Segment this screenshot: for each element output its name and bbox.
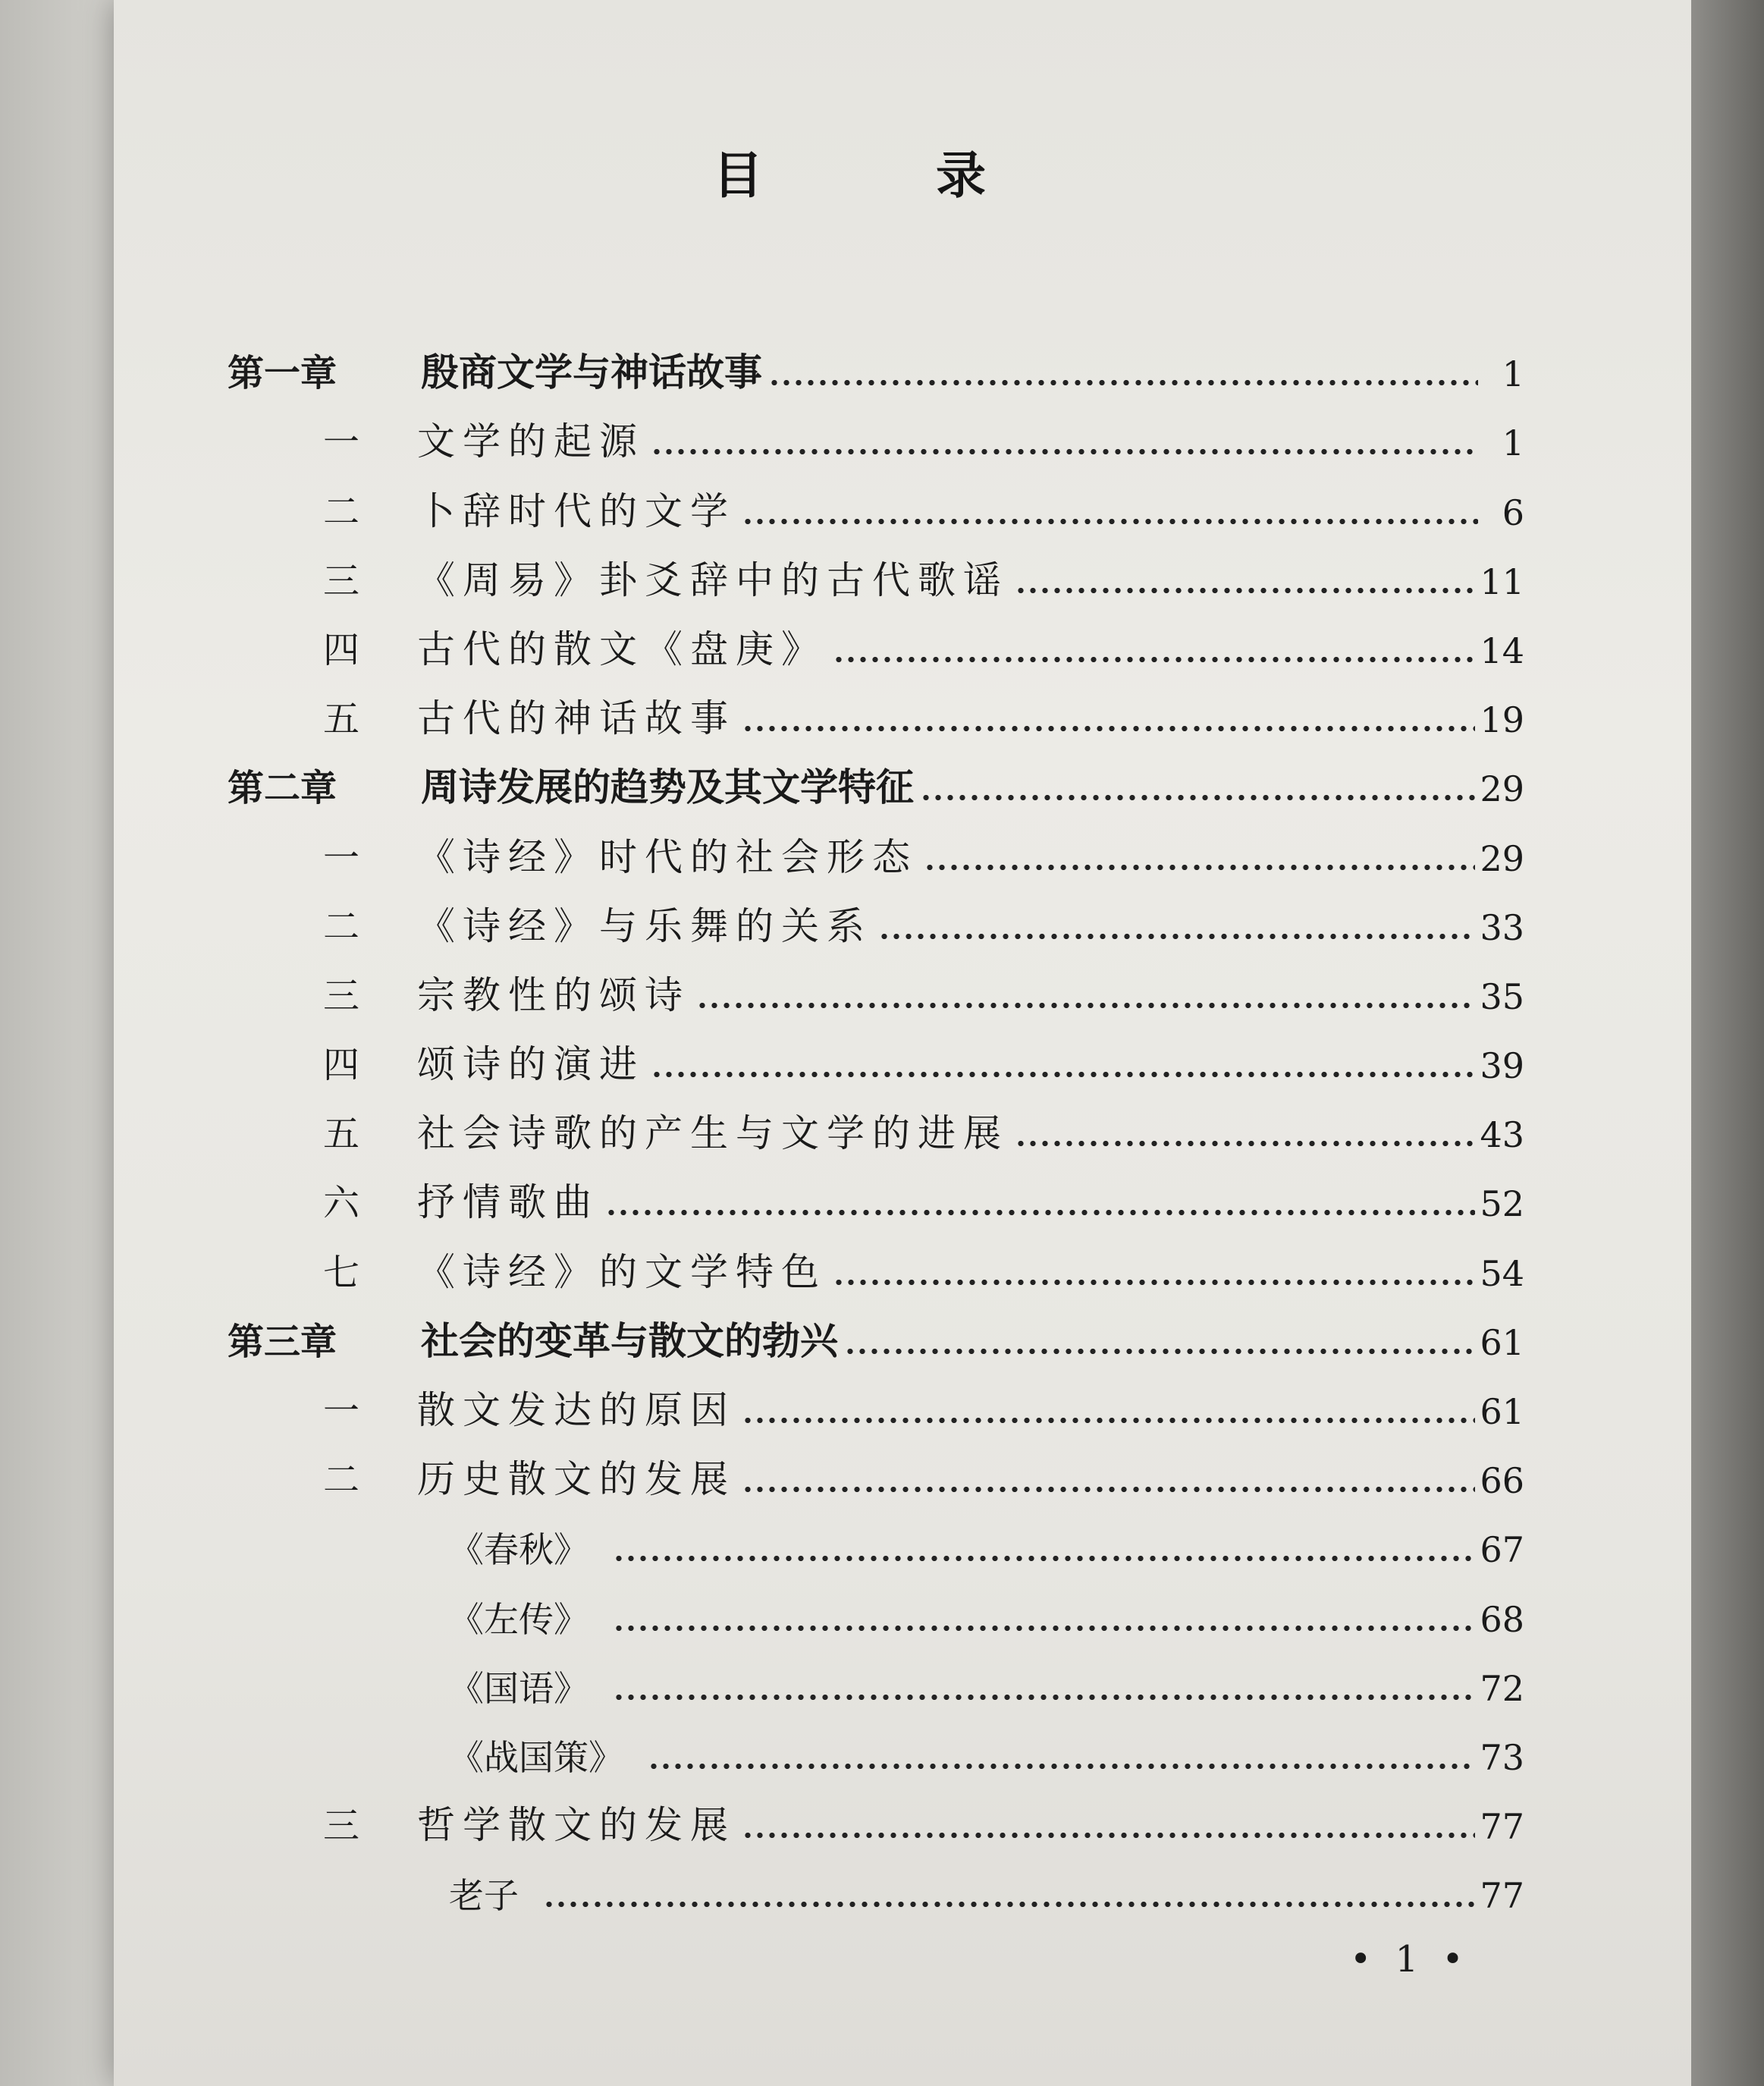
section-number: 二 (322, 490, 359, 533)
page-number: 54 (1480, 1252, 1524, 1294)
subsection-title: 《国语》 (449, 1667, 589, 1709)
page-title-right: 录 (936, 146, 986, 205)
page-number: 1 (1502, 423, 1524, 464)
dot-leader (543, 1902, 1475, 1907)
page-number: 11 (1480, 561, 1524, 602)
dot-leader (742, 519, 1478, 524)
page-number: 29 (1480, 837, 1524, 879)
page-edge-shadow (1691, 0, 1764, 2086)
section-title: 古代的散文《盘庚》 (417, 627, 827, 671)
toc-section-row (228, 460, 1524, 533)
page-number: 33 (1480, 906, 1524, 948)
chapter-label: 第三章 (228, 1320, 337, 1363)
toc-subsection-row (228, 1706, 1524, 1778)
subsection-title: 《春秋》 (449, 1529, 589, 1571)
page-number: 6 (1502, 492, 1524, 533)
dot-leader (613, 1556, 1475, 1561)
toc-subsection-row (228, 1637, 1524, 1709)
page-number: 29 (1480, 768, 1524, 810)
toc-section-row (228, 1152, 1524, 1225)
toc-section-row (228, 1775, 1524, 1848)
toc-section-row (228, 1014, 1524, 1087)
toc-section-row (228, 599, 1524, 671)
section-number: 七 (322, 1251, 359, 1294)
page-number: 35 (1480, 975, 1524, 1017)
section-title: 古代的神话故事 (417, 696, 736, 741)
dot-leader (1015, 588, 1475, 593)
page-number: 73 (1480, 1736, 1524, 1778)
subsection-title: 《左传》 (449, 1598, 589, 1640)
dot-leader (648, 1764, 1475, 1769)
dot-leader (924, 865, 1475, 870)
page-number: 67 (1480, 1529, 1524, 1571)
section-number: 五 (322, 1113, 359, 1156)
chapter-title: 殷商文学与神话故事 (421, 350, 762, 395)
section-number: 六 (322, 1182, 359, 1225)
dot-leader (833, 657, 1475, 662)
toc-subsection-row (228, 1567, 1524, 1640)
chapter-title: 社会的变革与散文的勃兴 (421, 1318, 838, 1363)
toc-section-row (228, 668, 1524, 741)
dot-leader (742, 1487, 1475, 1492)
page-number: 1 (1502, 353, 1524, 395)
toc-subsection-row (228, 1498, 1524, 1571)
dot-leader (878, 934, 1475, 939)
dot-leader (613, 1626, 1475, 1631)
page-title-left: 目 (713, 146, 763, 205)
dot-leader (742, 1833, 1475, 1838)
page-number-marker: • 1 • (1350, 1938, 1470, 1981)
subsection-title: 《战国策》 (449, 1736, 623, 1778)
page-number: 77 (1480, 1806, 1524, 1848)
section-title: 《诗经》与乐舞的关系 (417, 903, 872, 948)
page-title (713, 129, 986, 212)
dot-leader (605, 1210, 1475, 1215)
chapter-label: 第二章 (228, 767, 337, 810)
section-number: 五 (322, 698, 359, 741)
page-number: 19 (1480, 699, 1524, 741)
section-number: 三 (322, 974, 359, 1017)
toc-section-row (228, 530, 1524, 602)
section-number: 四 (322, 628, 359, 671)
section-number: 一 (322, 836, 359, 879)
section-number: 二 (322, 1459, 359, 1502)
page-number: 39 (1480, 1045, 1524, 1087)
section-title: 宗教性的颂诗 (417, 972, 690, 1017)
dot-leader (651, 449, 1478, 454)
section-number: 一 (322, 421, 359, 464)
dot-leader (920, 795, 1475, 800)
dot-leader (613, 1695, 1475, 1700)
section-number: 二 (322, 905, 359, 948)
section-title: 颂诗的演进 (417, 1042, 645, 1087)
toc-chapter-row (228, 322, 1524, 395)
page-number: 43 (1480, 1114, 1524, 1156)
toc-section-row (228, 1083, 1524, 1156)
toc-section-row (228, 876, 1524, 948)
chapter-label: 第一章 (228, 352, 337, 395)
section-number: 一 (322, 1390, 359, 1432)
section-title: 历史散文的发展 (417, 1457, 736, 1502)
section-title: 社会诗歌的产生与文学的进展 (417, 1111, 1009, 1156)
toc-subsection-row (228, 1844, 1524, 1917)
section-number: 三 (322, 1805, 359, 1848)
toc-chapter-row (228, 737, 1524, 810)
dot-leader (742, 726, 1475, 731)
toc-section-row (228, 1221, 1524, 1294)
chapter-title: 周诗发展的趋势及其文学特征 (421, 765, 914, 810)
section-title: 文学的起源 (417, 419, 645, 464)
subsection-title: 老子 (449, 1875, 519, 1917)
dot-leader (768, 380, 1478, 385)
dot-leader (651, 1072, 1475, 1077)
page-number: 77 (1480, 1875, 1524, 1917)
section-title: 《诗经》的文学特色 (417, 1249, 827, 1294)
toc-section-row (228, 806, 1524, 879)
section-title: 抒情歌曲 (417, 1180, 599, 1225)
page-number: 52 (1480, 1183, 1524, 1225)
page-number: 61 (1480, 1391, 1524, 1432)
toc-section-row (228, 1360, 1524, 1432)
dot-leader (742, 1418, 1475, 1423)
section-title: 哲学散文的发展 (417, 1803, 736, 1848)
section-title: 《周易》卦爻辞中的古代歌谣 (417, 558, 1009, 602)
table-of-contents (228, 322, 1524, 1917)
toc-chapter-row (228, 1291, 1524, 1363)
page-number: 14 (1480, 630, 1524, 671)
section-title: 散文发达的原因 (417, 1388, 736, 1432)
dot-leader (696, 1003, 1475, 1008)
toc-section-row (228, 391, 1524, 464)
dot-leader (833, 1280, 1475, 1285)
page-number: 61 (1480, 1321, 1524, 1363)
dot-leader (1015, 1141, 1475, 1146)
section-title: 卜辞时代的文学 (417, 489, 736, 533)
section-number: 三 (322, 559, 359, 602)
page-number: 72 (1480, 1667, 1524, 1709)
dot-leader (844, 1349, 1475, 1354)
section-title: 《诗经》时代的社会形态 (417, 834, 918, 879)
page-number: 66 (1480, 1460, 1524, 1502)
section-number: 四 (322, 1044, 359, 1087)
toc-section-row (228, 945, 1524, 1017)
toc-section-row (228, 1429, 1524, 1502)
page-number: 68 (1480, 1598, 1524, 1640)
